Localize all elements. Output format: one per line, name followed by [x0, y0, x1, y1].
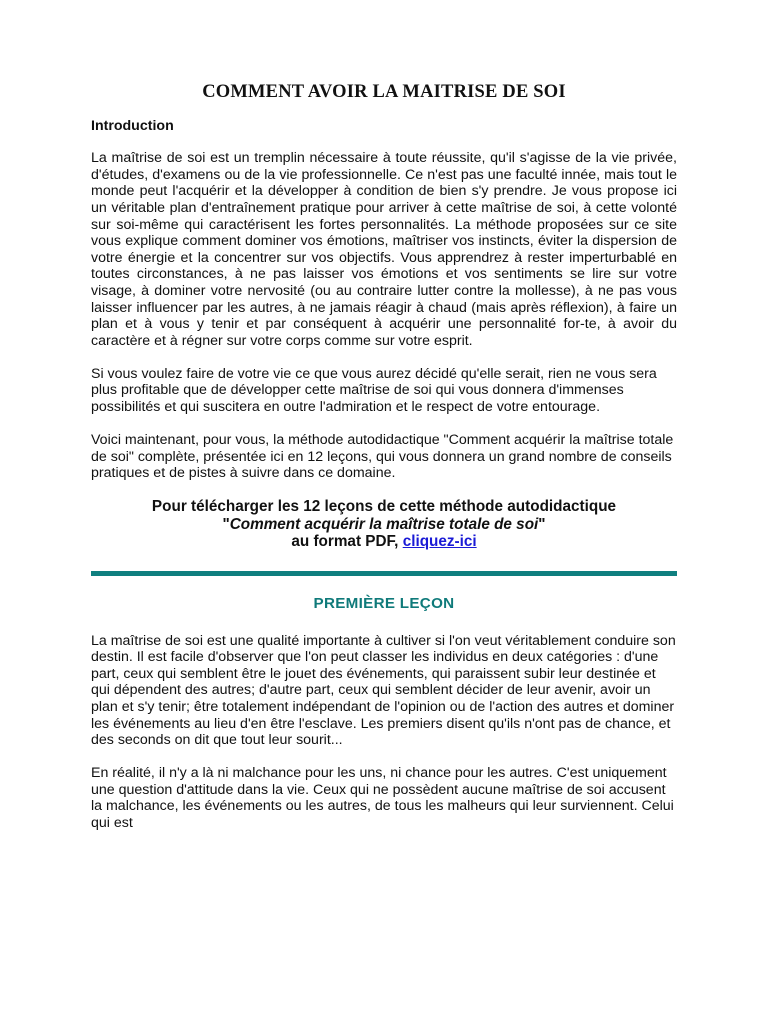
lesson-title: PREMIÈRE LEÇON [313, 594, 455, 612]
download-line-2 [91, 516, 677, 533]
section-divider [91, 571, 677, 576]
intro-paragraph-2: Si vous voulez faire de votre vie ce que vous aurez décidé qu'elle serait, rien ne vous sera plus profitable que de développer cette maîtrise de soi qui vous donnera d'immenses possibilités et qui suscitera en outre l'admiration et le respect de votre entourage. [91, 365, 657, 415]
intro-heading: Introduction [91, 117, 174, 134]
quote-open: " [222, 515, 230, 533]
download-callout [91, 498, 677, 550]
lesson-paragraph-2: En réalité, il n'y a là ni malchance pour les uns, ni chance pour les autres. C'est uniquement une question d'attitude dans la vie. Ceux qui ne possèdent aucune maîtrise de soi accusent la malchance, les événements ou les autres, de tous les malheurs qui leur surviennent. Celui qui est [91, 765, 674, 832]
document-page [91, 84, 677, 848]
download-link[interactable]: cliquez-ici [402, 532, 477, 550]
download-prefix: au format PDF, [291, 532, 403, 550]
book-title: Comment acquérir la maîtrise totale de soi [229, 515, 539, 533]
intro-paragraph-3: Voici maintenant, pour vous, la méthode autodidactique "Comment acquérir la maîtrise totale de soi" complète, présentée ici en 12 leçons, qui vous donnera un grand nombre de conseils pratiques et de pistes à suivre dans ce domaine. [91, 432, 674, 482]
intro-paragraph-1: La maîtrise de soi est un tremplin nécessaire à toute réussite, qu'il s'agisse de la vie privée, d'études, d'examens ou de la vie professionnelle. Ce n'est pas une faculté innée, mais tout le monde peut l'acquérir et la développer à condition de bien s'y prendre. Je vous propose ici un véritable plan d'entraînement pratique pour arriver à cette maîtrise de soi, à cette volonté sur soi-même qui caractérisent les fortes personnalités. La méthode proposées sur ce site vous explique comment dominer vos émotions, maîtriser vos instincts, éviter la dispersion de votre énergie et la concentrer sur vos objectifs. Vous apprendrez à rester imperturbablé en toutes circonstances, à ne pas laisser vos émotions et vos sentiments se lire sur votre visage, à dominer votre nervosité (ou au contraire lutter contre la mollesse), à ne pas vous laisser influencer par les autres, à ne jamais réagir à chaud (mais après réflexion), à faire un plan et à vous y tenir et par conséquent à acquérir une personnalité for-te, à avoir du caractère et à régner sur votre corps comme sur votre esprit. [91, 150, 677, 349]
quote-close: " [538, 515, 546, 533]
lesson-paragraph-1: La maîtrise de soi est une qualité importante à cultiver si l'on veut véritablement conduire son destin. Il est facile d'observer que l'on peut classer les individus en deux catégories : d'une part, ceux qui semblent être le jouet des événements, qui paraissent subir leur destinée et qui dépendent des autres; d'autre part, ceux qui semblent décider de leur avenir, avoir un plan et s'y tenir; être totalement indépendant de l'opinion ou de l'action des autres et dominer les événements au lieu d'en être l'esclave. Les premiers disent qu'ils n'ont pas de chance, et des seconds on dit que tout leur sourit... [91, 632, 676, 749]
download-line-1: Pour télécharger les 12 leçons de cette méthode autodidactique [151, 498, 617, 516]
download-line-3 [91, 533, 677, 550]
document-title: COMMENT AVOIR LA MAITRISE DE SOI [202, 82, 566, 102]
